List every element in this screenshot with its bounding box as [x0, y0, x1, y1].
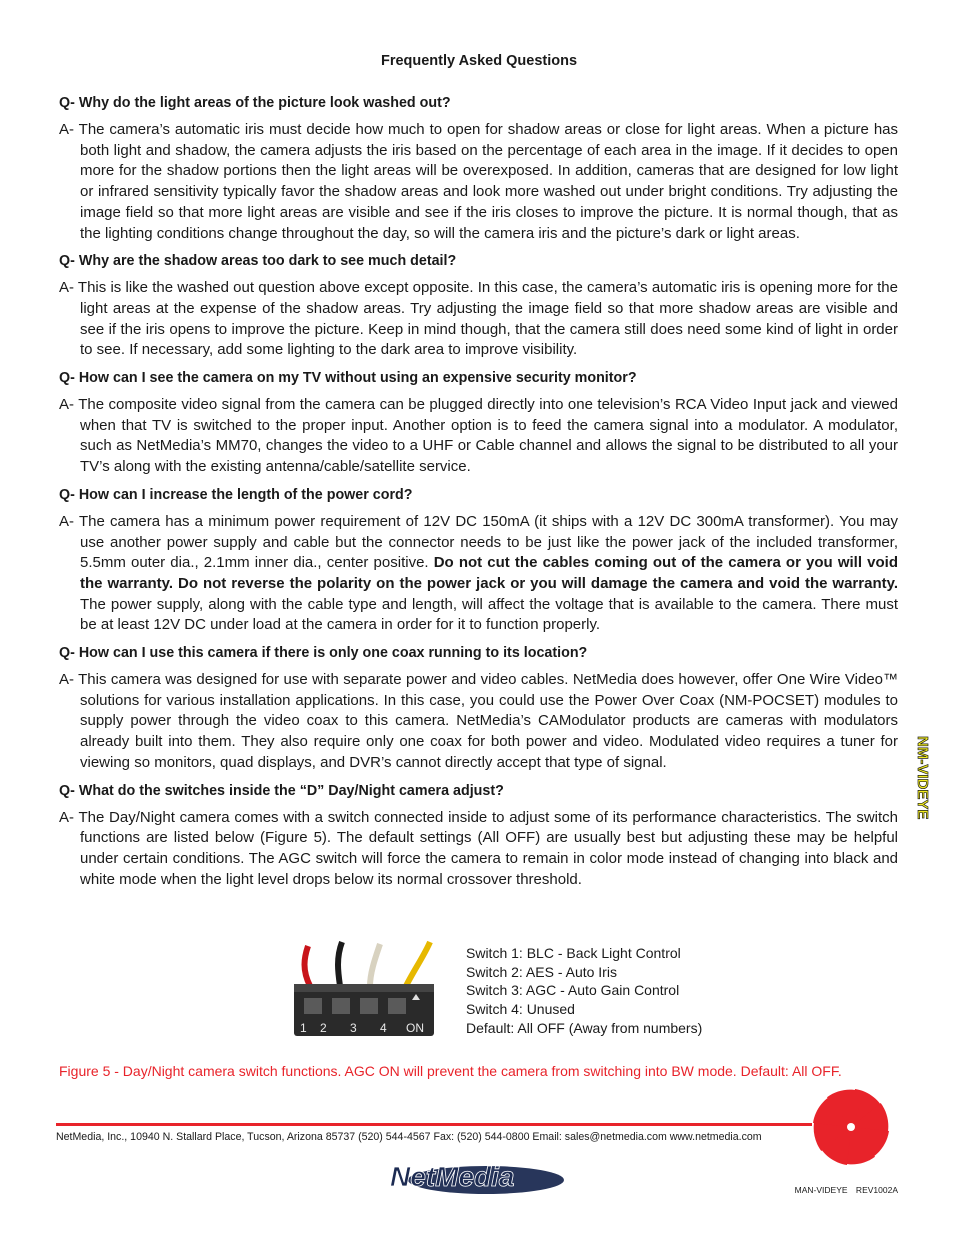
switch-actuator [332, 998, 350, 1014]
warranty-warning: Do not cut the cables coming out of the camera or you will void the warranty. Do not reverse the polarity on the power jack or you will damage the camera and void the warranty. [80, 554, 898, 592]
switch-label-on: ON [406, 1021, 424, 1035]
faq-question: Q- What do the switches inside the “D” Day/Night camera adjust? [59, 782, 504, 799]
dip-switch-photo [290, 936, 438, 1038]
faq-question: Q- How can I increase the length of the power cord? [59, 486, 413, 503]
switch-actuator [388, 998, 406, 1014]
footer-address: NetMedia, Inc., 10940 N. Stallard Place, Tucson, Arizona 85737 (520) 544-4567 Fax: (520) 544-0800 Email: sales@netmedia.com www.netmedia.com [56, 1131, 762, 1143]
faq-item [59, 485, 898, 636]
pinwheel-logo-icon [810, 1086, 892, 1168]
switch-item: Default: All OFF (Away from numbers) [466, 1019, 703, 1036]
switch-item: Switch 2: AES - Auto Iris [466, 963, 617, 980]
page-title: Frequently Asked Questions [380, 53, 578, 69]
faq-item [59, 368, 898, 478]
switch-item: Switch 1: BLC - Back Light Control [466, 945, 681, 961]
switch-item: Switch 3: AGC - Auto Gain Control [466, 982, 680, 999]
answer-text: The power supply, along with the cable type and length, will affect the voltage that is available to the camera. There must be at least 12V DC under load at the camera in order for it to function properly. [80, 595, 898, 634]
revision-code: MAN-VIDEYE REV1002A [794, 1185, 898, 1195]
faq-question: Q- How can I use this camera if there is only one coax running to its location? [59, 645, 588, 662]
switch-actuator [304, 998, 322, 1014]
switch-label-1: 1 [300, 1021, 307, 1035]
faq-list [59, 93, 898, 897]
white-wire [370, 944, 380, 986]
faq-answer [59, 512, 898, 636]
footer-rule [56, 1123, 812, 1126]
faq-answer: A- This camera was designed for use with separate power and video cables. NetMedia does however, offer One Wire Video™ solutions for various installation applications. In this case, you could use the Power Over Coax (NM-POCSET) modules to supply power through the video coax to this camera. NetMedia’s CAModulator products are cameras with modulators already built into them. They also require only one coax for both power and video. Modulated video requires a tuner for viewing so monitors, quad displays, and DVR’s cannot directly accept that type of signal. [59, 671, 898, 771]
figure-caption: Figure 5 - Day/Night camera switch functions. AGC ON will prevent the camera from switching into BW mode. Default: All OFF. [59, 1063, 842, 1079]
faq-question: Q- Why are the shadow areas too dark to see much detail? [59, 253, 457, 270]
yellow-wire [406, 942, 430, 986]
faq-question: Q- Why do the light areas of the picture look washed out? [59, 95, 451, 111]
red-wire [305, 946, 311, 986]
switch-actuator [360, 998, 378, 1014]
faq-item [59, 781, 898, 891]
switch-label-2: 2 [320, 1021, 327, 1035]
switch-label-4: 4 [380, 1021, 387, 1035]
faq-answer: A- This is like the washed out question above except opposite. In this case, the camera’s automatic iris is opening more for the light areas at the expense of the shadow areas. Try adjusting the image field so that more shadow areas are visible and see if the iris opens to improve the picture. Keep in mind though, that the camera still does need some kind of light in order to see. If necessary, add some lighting to the dark area to improve visibility. [59, 279, 898, 359]
faq-item [59, 251, 898, 361]
faq-answer: A- The Day/Night camera comes with a switch connected inside to adjust some of its performance characteristics. The switch functions are listed below (Figure 5). The default settings (All OFF) are usually best but adjusting these may be helpful under certain conditions. The AGC switch will force the camera to remain in color mode instead of changing into black and white mode when the light level drops below its normal crossover threshold. [59, 808, 898, 888]
side-tab [911, 732, 937, 832]
switch-item: Switch 4: Unused [466, 1001, 575, 1018]
faq-answer: A- The camera’s automatic iris must decide how much to open for shadow areas or close for light areas. When a picture has both light and shadow, the camera adjusts the iris based on the percentage of each area in the image. If it decides to open more for the shadow portions then the light areas will be overexposed. In addition, cameras that are designed for low light or infrared sensitivity typically favor the shadow areas and look more washed out under bright conditions. Try adjusting the image field so that more light areas are visible and see if the iris closes to improve the picture. It is normal though, that as the lighting conditions change throughout the day, so will the camera iris and the picture’s dark or light areas. [59, 121, 898, 242]
faq-item [59, 93, 898, 244]
logo-wordmark: NetMedia [390, 1161, 515, 1192]
netmedia-logo [386, 1156, 566, 1198]
side-tab-label: NM-VIDEYE [914, 736, 931, 820]
switch-function-list [466, 944, 702, 1038]
faq-item [59, 643, 898, 774]
answer-text: A- The camera has a minimum power requirement of 12V DC 150mA (it ships with a 12V DC 300mA transformer). You may use another power supply and cable but the connector needs to be just like the power jack of the included transformer, 5.5mm outer dia., 2.1mm inner dia., center positive. [59, 512, 898, 572]
faq-answer: A- The composite video signal from the camera can be plugged directly into one television’s RCA Video Input jack and viewed when that TV is switched to the proper input. Another option is to feed the camera signal into a modulator. A modulator, such as NetMedia’s MM70, changes the video to a UHF or Cable channel and allows the signal to be distributed to all your TV’s along with the existing antenna/cable/satellite service. [59, 396, 898, 476]
switch-label-3: 3 [350, 1021, 357, 1035]
faq-question: Q- How can I see the camera on my TV without using an expensive security monitor? [59, 370, 637, 387]
black-wire [338, 942, 342, 986]
